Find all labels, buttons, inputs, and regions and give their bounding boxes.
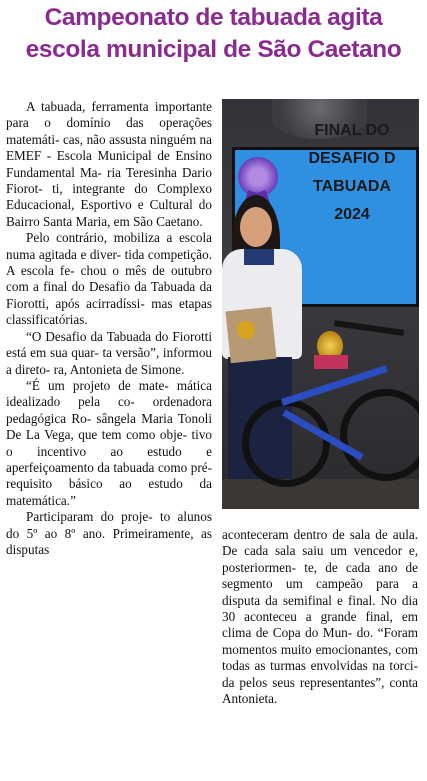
text-line: das operações matemáti- [6, 115, 213, 147]
text-line: Primeiramente, as disputas [6, 525, 213, 557]
text-line: escola numa agitada e diver- [6, 230, 213, 262]
text-line: A tabuada, ferramenta [26, 99, 149, 114]
left-column-paragraph [6, 509, 212, 558]
text-line: conta Antonieta. [222, 674, 418, 707]
text-line: de Ensino Fundamental Ma- [6, 148, 213, 180]
text-line: cas, não assusta ninguém na [62, 131, 212, 147]
text-line: Educacional, Esportivo e [6, 197, 144, 213]
article-photo [222, 99, 419, 509]
ribbon-bow [314, 355, 348, 369]
text-line: Pelo contrário, mobiliza a [26, 230, 173, 246]
text-line: da semifinal e final. No dia [265, 592, 418, 608]
medal-icon [237, 321, 255, 339]
text-line: mática idealizado pela co- [6, 377, 212, 410]
text-line: final do Desafio da Tabuada [43, 279, 196, 295]
text-line: “É um projeto de mate- [26, 377, 169, 393]
text-line: ra, Antonieta de Simone. [53, 361, 185, 377]
left-column-paragraph [6, 329, 212, 378]
text-line: como pré-requisito básico ao [6, 459, 213, 492]
text-line: Vega, que tem como obje- [44, 427, 187, 443]
left-column-paragraph [6, 99, 212, 230]
text-line: de aula. De cada sala saiu um [222, 527, 419, 559]
text-line: aconteceram dentro de sala [222, 527, 371, 542]
screen-line-3: TABUADA [313, 178, 391, 195]
text-line: ria Teresinha Dario Fiorot- [6, 164, 213, 197]
text-line: importante para o domínio [6, 99, 212, 131]
text-line: ti, integrante do Complexo [52, 181, 212, 197]
text-line: to alunos do 5º ao 8º ano. [6, 509, 212, 541]
text-line: te, de cada ano de segmento [222, 559, 419, 592]
text-line: Maria, em São Caetano. [75, 213, 203, 229]
text-line: estudo da matemática.” [6, 476, 212, 508]
article-headline [0, 2, 427, 66]
uniform-collar [244, 249, 274, 265]
text-line: ta versão”, informou a direto- [6, 345, 213, 377]
text-line: EMEF - Escola Municipal [6, 148, 152, 164]
text-line: sângela Maria Tonoli De La [6, 410, 212, 443]
screen-line-1: FINAL DO [314, 122, 390, 139]
screen-line-4: 2024 [334, 206, 370, 223]
text-line: tida competição. A escola fe- [6, 246, 213, 279]
text-line: do Fiorotti está em sua quar- [6, 328, 212, 361]
text-line: turmas envolvidas na torci- [270, 658, 418, 674]
text-line: em clima de Copa do Mun- [222, 609, 418, 641]
text-line: 30 aconteceu a grande final, [222, 609, 393, 625]
text-line: chou o mês de outubro com a [6, 263, 212, 295]
text-line: mas etapas classificatórias. [6, 295, 213, 328]
text-line: da Fiorotti, após acirradíssi- [6, 279, 213, 311]
text-line: vencedor e, posteriormen- [222, 543, 418, 575]
text-line: do. “Foram momentos muito [222, 625, 418, 657]
article-body-right-column [222, 527, 418, 707]
article-body-left-column [6, 99, 212, 558]
student-face [240, 207, 272, 247]
screen-caption [282, 117, 419, 229]
text-line: emocionantes, com todas as [222, 641, 418, 674]
text-line: ordenadora pedagógica Ro- [6, 394, 212, 426]
text-line: “O Desafio da Tabuada [26, 328, 152, 344]
floor [222, 479, 419, 509]
left-column-paragraph [6, 378, 212, 509]
left-column-paragraph [6, 230, 212, 328]
screen-line-2: DESAFIO D [308, 150, 396, 167]
text-line: Participaram do proje- [26, 509, 153, 525]
right-column-paragraph [222, 527, 418, 707]
headline-line-1: Campeonato de tabuada agita [44, 4, 383, 31]
text-line: da pelos seus representantes”, [222, 674, 385, 690]
text-line: Cultural do Bairro Santa [6, 197, 212, 229]
text-line: tivo o incentivo ao estudo e [6, 427, 213, 459]
text-line: aperfeiçoamento da tabuada [6, 459, 155, 475]
headline-line-2: escola municipal de São Caetano [25, 36, 402, 63]
award-badge-icon [238, 157, 278, 197]
text-line: um campeão para a disputa [222, 576, 418, 608]
